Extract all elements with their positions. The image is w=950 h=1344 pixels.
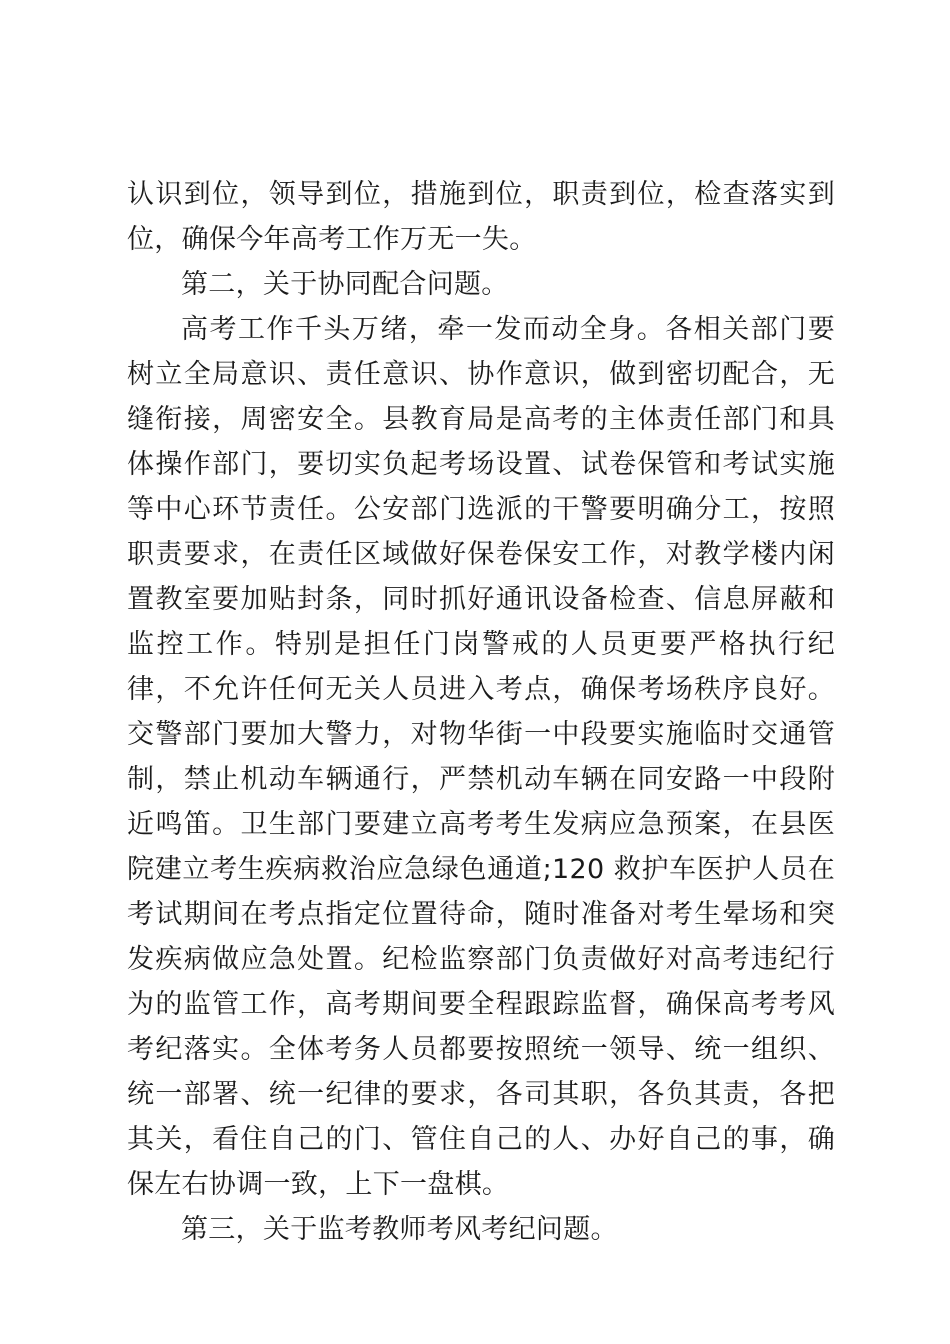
coordination-paragraph: 高考工作千头万绪，牵一发而动全身。各相关部门要树立全局意识、责任意识、协作意识，做到密切配合，无缝衔接，周密安全。县教育局是高考的主体责任部门和具体操作部门，要切实负起考场设置、试卷保管和考试实施等中心环节责任。公安部门选派的干警要明确分工，按照职责要求，在责任区域做好保卷保安工作，对教学楼内闲置教室要加贴封条，同时抓好通讯设备检查、信息屏蔽和监控工作。特别是担任门岗警戒的人员更要严格执行纪律，不允许任何无关人员进入考点，确保考场秩序良好。交警部门要加大警力，对物华街一中段要实施临时交通管制，禁止机动车辆通行，严禁机动车辆在同安路一中段附近鸣笛。卫生部门要建立高考考生发病应急预案，在县医院建立考生疾病救治应急绿色通道;120 救护车医护人员在考试期间在考点指定位置待命，随时准备对考生晕场和突发疾病做应急处置。纪检监察部门负责做好对高考违纪行为的监管工作，高考期间要全程跟踪监督，确保高考考风考纪落实。全体考务人员都要按照统一领导、统一组织、统一部署、统一纪律的要求，各司其职，各负其责，各把其关，看住自己的门、管住自己的人、办好自己的事，确保左右协调一致，上下一盘棋。 bbox=[127, 314, 835, 1200]
section-heading-third: 第三，关于监考教师考风考纪问题。 bbox=[181, 1214, 618, 1245]
body-text bbox=[127, 172, 835, 1252]
continued-paragraph: 认识到位，领导到位，措施到位，职责到位，检查落实到位，确保今年高考工作万无一失。 bbox=[127, 179, 835, 255]
section-heading-second: 第二，关于协同配合问题。 bbox=[181, 269, 509, 300]
